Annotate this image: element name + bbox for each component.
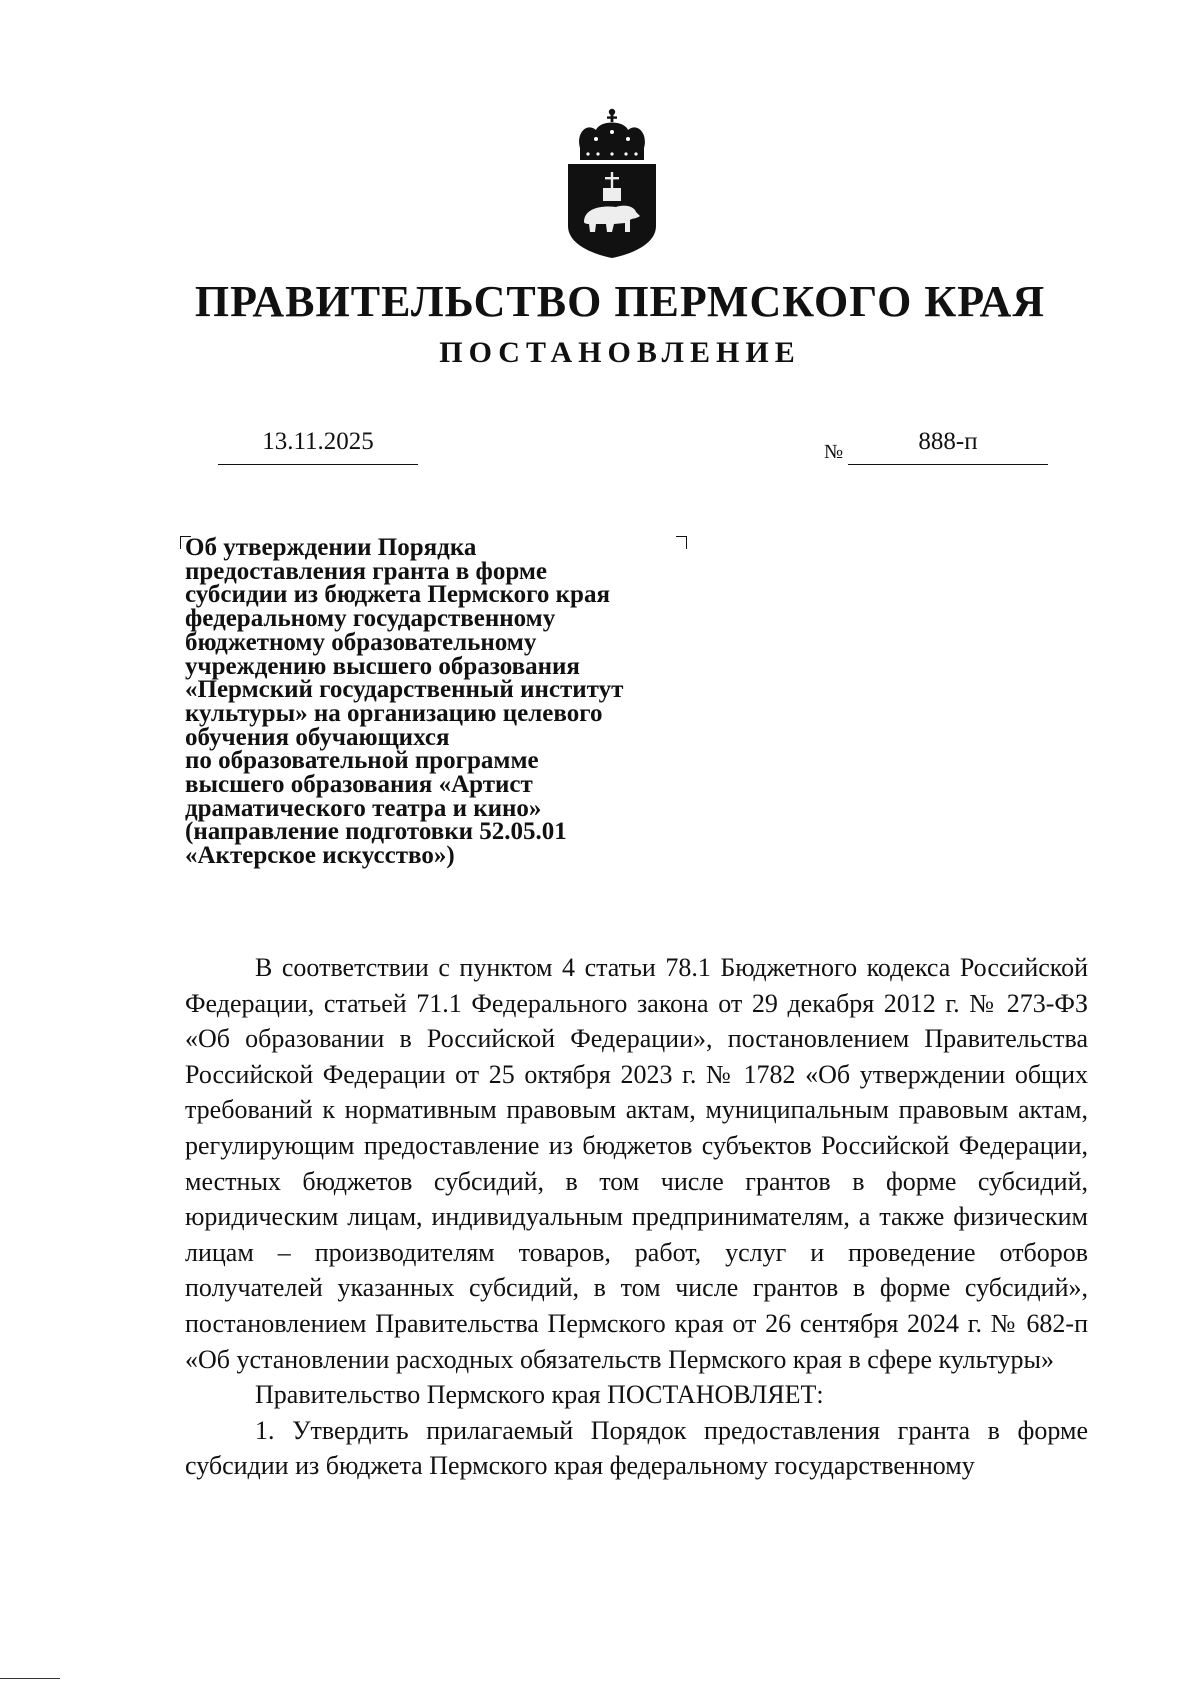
- perm-krai-coat-of-arms-icon: [566, 108, 658, 260]
- document-number: 888-п: [918, 428, 978, 455]
- subject-line: культуры» на организацию целевого: [185, 699, 603, 727]
- item-1-paragraph: 1. Утвердить прилагаемый Порядок предоставления гранта в форме субсидии из бюджета Пермского края федеральному государственному: [185, 1415, 1088, 1481]
- document-subject: [185, 536, 705, 868]
- subject-line: бюджетному образовательному: [185, 628, 537, 656]
- document-date: 13.11.2025: [262, 428, 374, 455]
- document-type-title: ПОСТАНОВЛЕНИЕ: [439, 336, 801, 369]
- subject-line: высшего образования «Артист: [185, 771, 533, 799]
- resolution-paragraph: Правительство Пермского края ПОСТАНОВЛЯЕТ:: [255, 1380, 824, 1410]
- subject-line: «Актерское искусство»): [185, 842, 455, 870]
- document-body: [185, 950, 1088, 1484]
- number-sign-label: №: [824, 441, 844, 463]
- preamble-paragraph: В соответствии с пунктом 4 статьи 78.1 Бюджетного кодекса Российской Федерации, статьей 71.1 Федерального закона от 29 декабря 2012 г. № 273-ФЗ «Об образовании в Российской Федерации», постановлением Правительства Российской Федерации от 25 октября 2023 г. № 1782 «Об утверждении общих требований к нормативным правовым актам, муниципальным правовым актам, регулирующим предоставление из бюджетов субъектов Российской Федерации, местных бюджетов субсидий, в том числе грантов в форме субсидий, юридическим лицам, индивидуальным предпринимателям, а также физическим лицам – производителям товаров, работ, услуг и проведение отборов получателей указанных субсидий, в том числе грантов в форме субсидий», постановлением Правительства Пермского края от 26 сентября 2024 г. № 682-п «Об установлении расходных обязательств Пермского края в сфере культуры»: [185, 953, 1088, 1374]
- subject-line: федеральному государственному: [185, 605, 556, 633]
- subject-line: предоставления гранта в форме: [185, 557, 547, 585]
- subject-line: обучения обучающихся: [185, 723, 450, 751]
- subject-line: (направление подготовки 52.05.01: [185, 818, 567, 846]
- subject-line: драматического театра и кино»: [185, 794, 542, 822]
- subject-line: «Пермский государственный институт: [185, 676, 624, 704]
- document-number-field: [848, 424, 1048, 465]
- subject-line: субсидии из бюджета Пермского края: [185, 581, 610, 609]
- document-date-field: [218, 424, 418, 465]
- subject-line: Об утверждении Порядка: [185, 534, 477, 561]
- subject-line: учреждению высшего образования: [185, 652, 580, 680]
- scan-margin-line: [0, 1678, 60, 1679]
- government-title: ПРАВИТЕЛЬСТВО ПЕРМСКОГО КРАЯ: [194, 277, 1046, 326]
- subject-line: по образовательной программе: [185, 747, 539, 775]
